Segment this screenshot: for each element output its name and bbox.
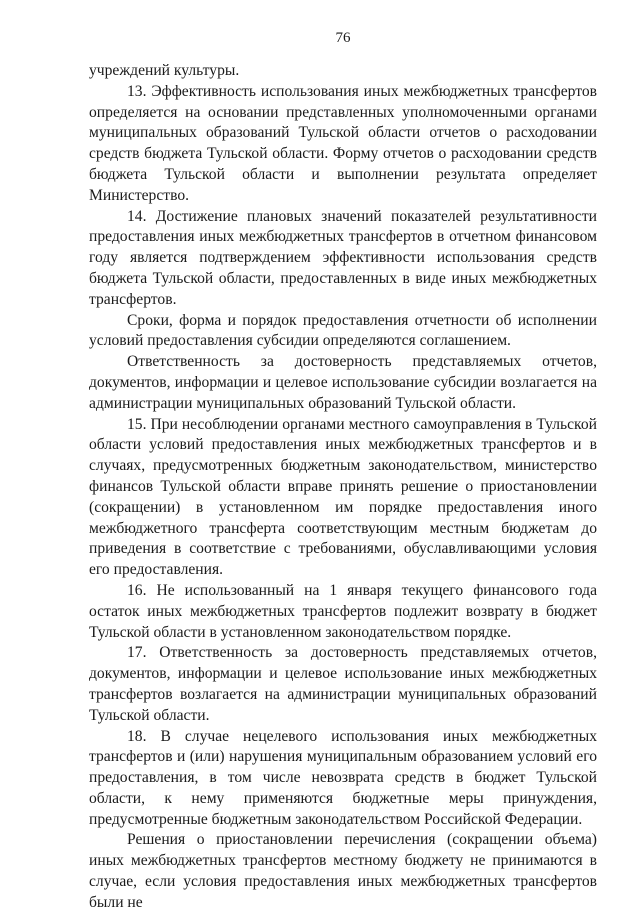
paragraph: 13. Эффективность использования иных межбюджетных трансфертов определяется на основании представленных уполномоченными органами муниципальных образований Тульской области отчетов о расходовании средств бюджета Тульской области. Форму отчетов о расходовании средств бюджета Тульской области и выполнении результата определяет Министерство. xyxy=(89,82,597,204)
paragraph: Сроки, форма и порядок предоставления отчетности об исполнении условий предоставления субсидии определяются соглашением. xyxy=(89,311,597,350)
paragraph: 16. Не использованный на 1 января текущего финансового года остаток иных межбюджетных трансфертов подлежит возврату в бюджет Тульской области в установленном законодательством порядке. xyxy=(89,581,597,641)
paragraph: учреждений культуры. xyxy=(89,62,240,79)
paragraph: 17. Ответственность за достоверность представляемых отчетов, документов, информации и целевое использование иных межбюджетных трансфертов возлагается на администрации муниципальных образований Тульской области. xyxy=(89,644,597,724)
paragraph: 18. В случае нецелевого использования иных межбюджетных трансфертов и (или) нарушения муниципальным образованием условий его предоставления, в том числе невозврата средств в бюджет Тульской области, к нему применяются бюджетные меры принуждения, предусмотренные бюджетным законодательством Российской Федерации. xyxy=(89,727,597,828)
document-body xyxy=(89,61,597,914)
paragraph: Решения о приостановлении перечисления (сокращении объема) иных межбюджетных трансфертов местному бюджету не принимаются в случае, если условия предоставления иных межбюджетных трансфертов были не xyxy=(89,831,597,911)
paragraph: 15. При несоблюдении органами местного самоуправления в Тульской области условий предоставления иных межбюджетных трансфертов и в случаях, предусмотренных бюджетным законодательством, министерство финансов Тульской области вправе принять решение о приостановлении (сокращении) в установленном им порядке предоставления иного межбюджетного трансферта соответствующим местным бюджетам до приведения в соответствие с требованиями, обуславливающими условия его предоставления. xyxy=(89,415,597,579)
paragraph: 14. Достижение плановых значений показателей результативности предоставления иных межбюджетных трансфертов в отчетном финансовом году является подтверждением эффективности использования средств бюджета Тульской области, предоставленных в виде иных межбюджетных трансфертов. xyxy=(89,207,597,308)
paragraph: Ответственность за достоверность представляемых отчетов, документов, информации и целевое использование субсидии возлагается на администрации муниципальных образований Тульской области. xyxy=(89,353,597,412)
page-number: 76 xyxy=(335,30,351,46)
